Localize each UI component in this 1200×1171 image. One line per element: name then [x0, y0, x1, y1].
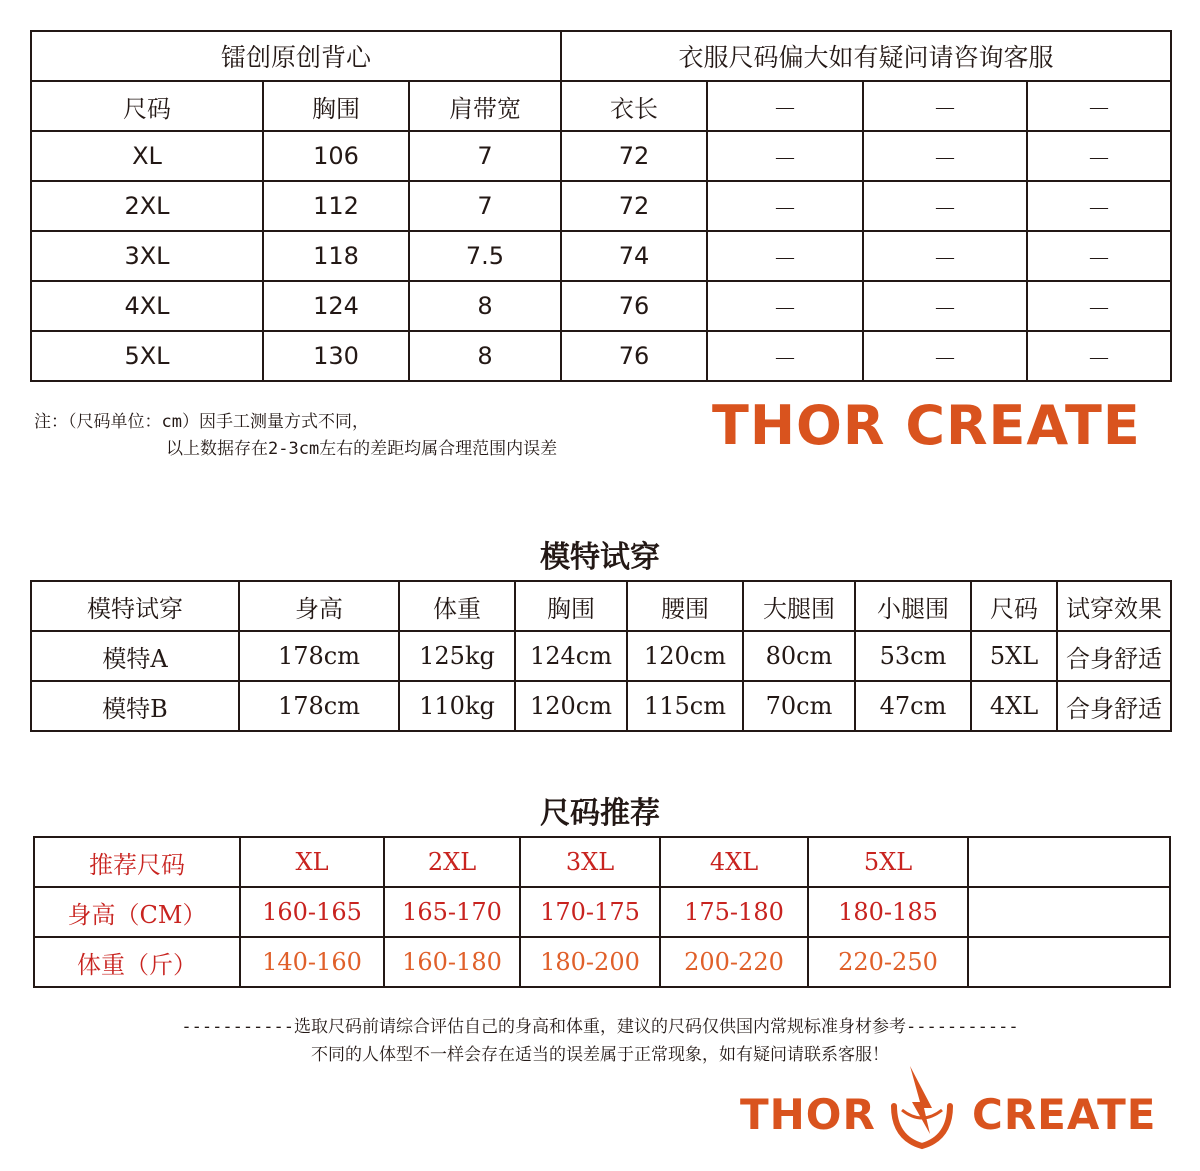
- table-cell: 4XL: [971, 681, 1057, 731]
- size-table-title-right: 衣服尺码偏大如有疑问请咨询客服: [561, 31, 1171, 81]
- table-cell: 115cm: [627, 681, 743, 731]
- table-cell: －: [1027, 281, 1171, 331]
- header-cell: 胸围: [515, 581, 627, 631]
- table-cell: 178cm: [239, 631, 399, 681]
- header-cell: 肩带宽: [409, 81, 561, 131]
- table-row: [31, 131, 1171, 181]
- recommend-section-title: 尺码推荐: [540, 796, 660, 831]
- table-cell: 4XL: [660, 837, 808, 887]
- logo-left-text: THOR: [740, 1090, 876, 1139]
- table-cell: 7.5: [409, 231, 561, 281]
- table-cell: 112: [263, 181, 409, 231]
- table-cell: 110kg: [399, 681, 515, 731]
- size-table: [30, 30, 1172, 382]
- size-table-title-left: 镭创原创背心: [31, 31, 561, 81]
- table-cell: －: [863, 281, 1027, 331]
- table-cell: －: [1027, 181, 1171, 231]
- table-cell: [968, 837, 1170, 887]
- table-cell: －: [863, 331, 1027, 381]
- table-cell: 合身舒适: [1057, 681, 1171, 731]
- table-cell: XL: [31, 131, 263, 181]
- table-row: [31, 331, 1171, 381]
- table-cell: 118: [263, 231, 409, 281]
- table-cell: 47cm: [855, 681, 971, 731]
- table-cell: 7: [409, 181, 561, 231]
- table-cell: －: [1027, 131, 1171, 181]
- table-cell: －: [863, 231, 1027, 281]
- table-cell: 165-170: [384, 887, 520, 937]
- table-cell: －: [707, 181, 863, 231]
- table-cell: 130: [263, 331, 409, 381]
- table-cell: 模特B: [31, 681, 239, 731]
- model-header-row: [31, 581, 1171, 631]
- logo-right-text: CREATE: [972, 1090, 1157, 1139]
- table-cell: －: [707, 331, 863, 381]
- table-cell: 175-180: [660, 887, 808, 937]
- table-cell: 124cm: [515, 631, 627, 681]
- table-cell: －: [707, 131, 863, 181]
- table-cell: 53cm: [855, 631, 971, 681]
- table-row: [34, 937, 1170, 987]
- header-cell: －: [707, 81, 863, 131]
- table-cell: 200-220: [660, 937, 808, 987]
- table-cell: 170-175: [520, 887, 660, 937]
- row-label: 推荐尺码: [34, 837, 240, 887]
- table-row: [31, 631, 1171, 681]
- header-cell: 腰围: [627, 581, 743, 631]
- table-cell: 5XL: [808, 837, 968, 887]
- row-label: 身高（CM）: [34, 887, 240, 937]
- table-cell: 3XL: [31, 231, 263, 281]
- measurement-note-line2: 以上数据存在2-3cm左右的差距均属合理范围内误差: [166, 439, 558, 459]
- table-cell: 76: [561, 281, 707, 331]
- table-cell: －: [863, 181, 1027, 231]
- table-cell: 2XL: [31, 181, 263, 231]
- table-cell: [968, 887, 1170, 937]
- header-cell: 试穿效果: [1057, 581, 1171, 631]
- recommend-table: [33, 836, 1171, 988]
- brand-wordmark: THOR CREATE: [712, 394, 1141, 457]
- table-cell: 74: [561, 231, 707, 281]
- table-cell: 4XL: [31, 281, 263, 331]
- table-cell: 5XL: [971, 631, 1057, 681]
- table-cell: 220-250: [808, 937, 968, 987]
- header-cell: 大腿围: [743, 581, 855, 631]
- header-cell: 身高: [239, 581, 399, 631]
- header-cell: 胸围: [263, 81, 409, 131]
- table-cell: [968, 937, 1170, 987]
- table-cell: 72: [561, 181, 707, 231]
- table-cell: 124: [263, 281, 409, 331]
- table-cell: 7: [409, 131, 561, 181]
- row-label: 体重（斤）: [34, 937, 240, 987]
- table-cell: 76: [561, 331, 707, 381]
- table-cell: 80cm: [743, 631, 855, 681]
- model-section-title: 模特试穿: [540, 540, 660, 575]
- table-cell: 合身舒适: [1057, 631, 1171, 681]
- footnote-line1: -----------选取尺码前请综合评估自己的身高和体重，建议的尺码仅供国内常规标准身材参考-----------: [181, 1017, 1019, 1037]
- table-cell: 72: [561, 131, 707, 181]
- table-cell: 8: [409, 331, 561, 381]
- table-row: [31, 231, 1171, 281]
- model-table: [30, 580, 1172, 732]
- table-cell: 120cm: [515, 681, 627, 731]
- lightning-shield-icon: [880, 1062, 964, 1154]
- table-cell: 180-200: [520, 937, 660, 987]
- table-cell: 3XL: [520, 837, 660, 887]
- table-cell: －: [1027, 331, 1171, 381]
- header-cell: 体重: [399, 581, 515, 631]
- table-cell: 178cm: [239, 681, 399, 731]
- footnote-line2: 不同的人体型不一样会存在适当的误差属于正常现象，如有疑问请联系客服！: [311, 1045, 889, 1065]
- table-cell: 106: [263, 131, 409, 181]
- table-cell: －: [707, 281, 863, 331]
- table-cell: 180-185: [808, 887, 968, 937]
- table-cell: 160-165: [240, 887, 384, 937]
- header-cell: 尺码: [31, 81, 263, 131]
- header-cell: －: [1027, 81, 1171, 131]
- header-cell: －: [863, 81, 1027, 131]
- header-cell: 模特试穿: [31, 581, 239, 631]
- size-table-title-row: [31, 31, 1171, 81]
- table-cell: 5XL: [31, 331, 263, 381]
- table-row: [31, 681, 1171, 731]
- table-cell: －: [707, 231, 863, 281]
- header-cell: 尺码: [971, 581, 1057, 631]
- table-cell: 160-180: [384, 937, 520, 987]
- table-row: [34, 837, 1170, 887]
- table-cell: 120cm: [627, 631, 743, 681]
- table-cell: XL: [240, 837, 384, 887]
- table-cell: 70cm: [743, 681, 855, 731]
- table-cell: 2XL: [384, 837, 520, 887]
- table-cell: 模特A: [31, 631, 239, 681]
- table-cell: 8: [409, 281, 561, 331]
- header-cell: 衣长: [561, 81, 707, 131]
- table-row: [31, 281, 1171, 331]
- table-row: [31, 181, 1171, 231]
- size-table-header-row: [31, 81, 1171, 131]
- header-cell: 小腿围: [855, 581, 971, 631]
- table-cell: 140-160: [240, 937, 384, 987]
- table-row: [34, 887, 1170, 937]
- table-cell: 125kg: [399, 631, 515, 681]
- measurement-note-line1: 注：（尺码单位：cm）因手工测量方式不同，: [34, 412, 369, 432]
- table-cell: －: [863, 131, 1027, 181]
- table-cell: －: [1027, 231, 1171, 281]
